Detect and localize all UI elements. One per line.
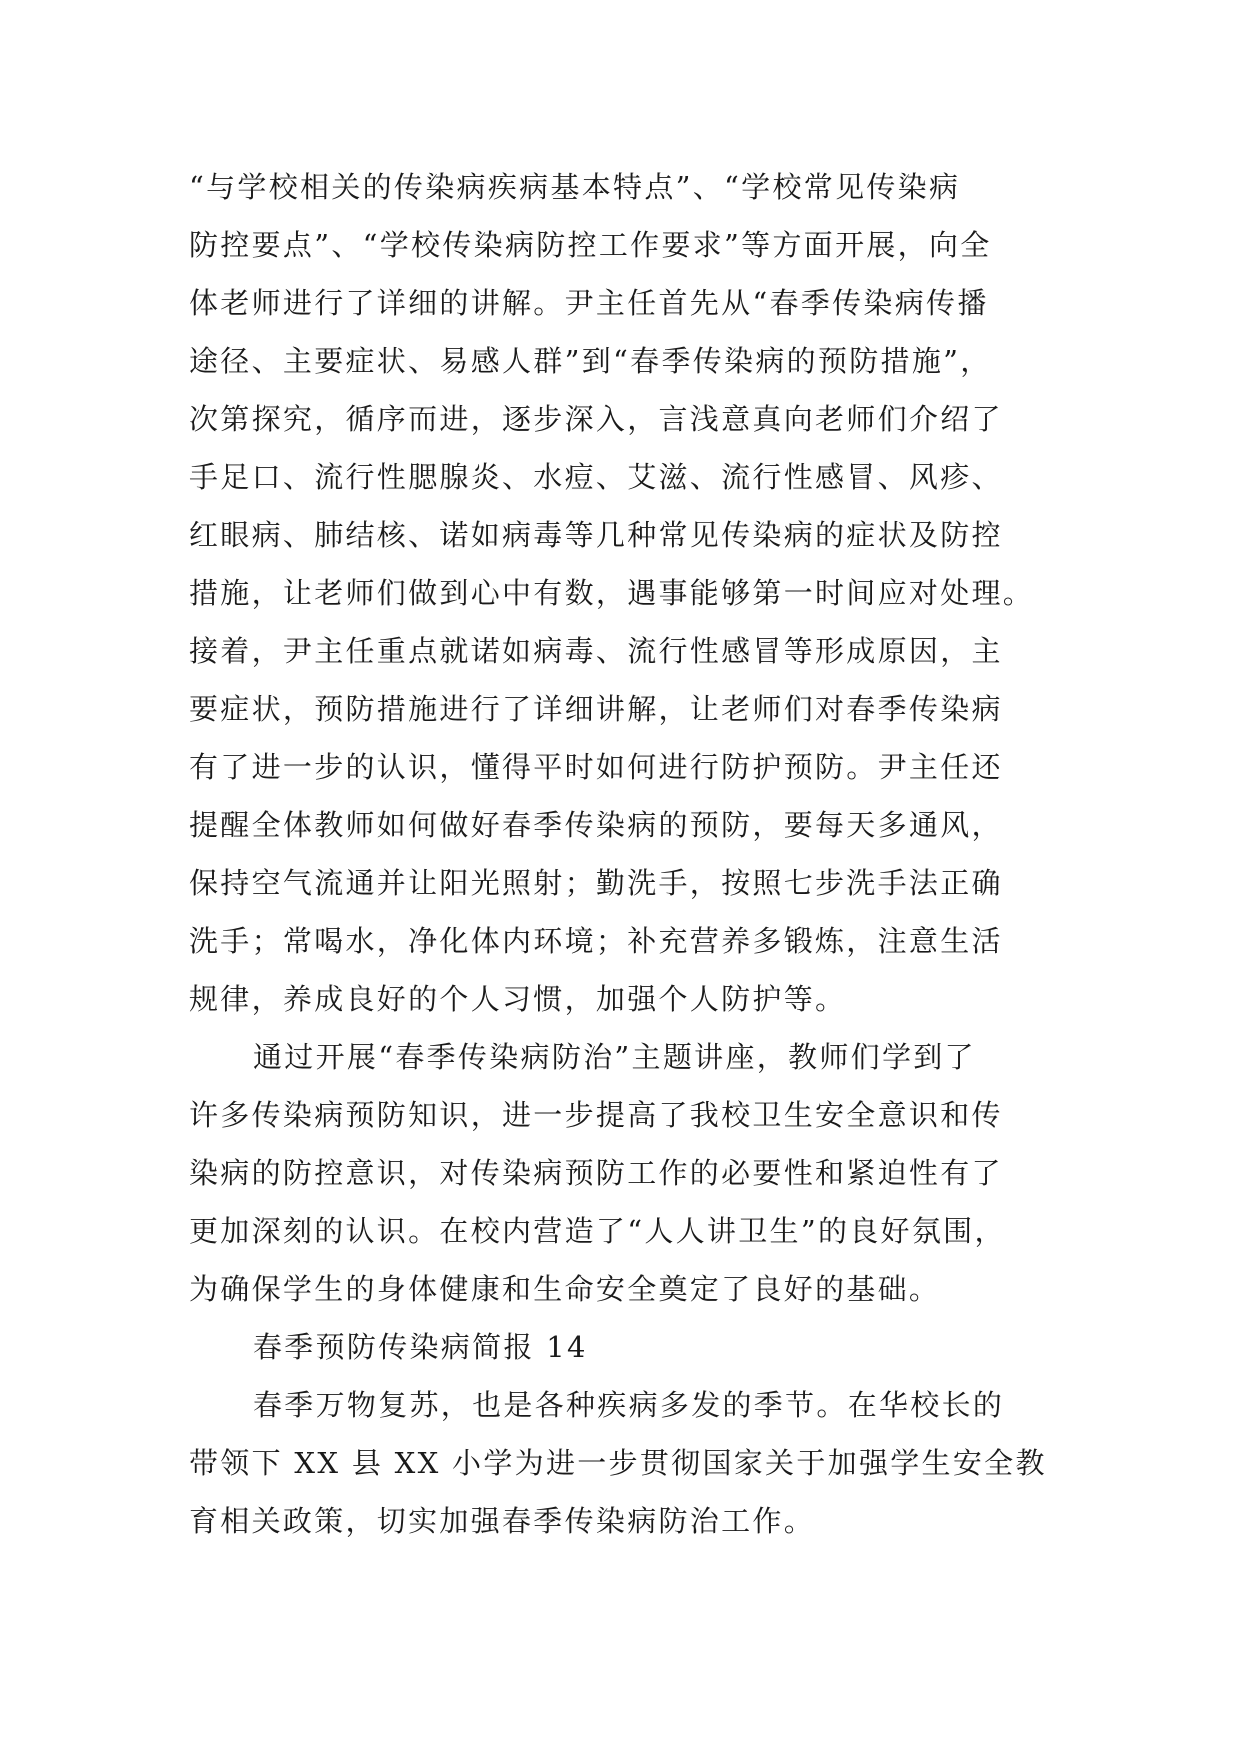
text-line: 体老师进行了详细的讲解。尹主任首先从“春季传染病传播 (189, 286, 989, 320)
text-line: 途径、主要症状、易感人群”到“春季传染病的预防措施”， (189, 344, 992, 378)
text-line: 接着，尹主任重点就诺如病毒、流行性感冒等形成原因，主 (189, 634, 1003, 668)
text-line: 提醒全体教师如何做好春季传染病的预防，要每天多通风， (189, 808, 1003, 842)
text-line: 带领下 XX 县 XX 小学为进一步贯彻国家关于加强学生安全教 (189, 1446, 1047, 1480)
document-body (189, 158, 1069, 1550)
text-line: “与学校相关的传染病疾病基本特点”、“学校常见传染病 (189, 170, 961, 204)
text-line: 育相关政策，切实加强春季传染病防治工作。 (189, 1504, 816, 1538)
paragraph (189, 158, 1069, 1028)
text-line: 更加深刻的认识。在校内营造了“人人讲卫生”的良好氛围， (189, 1214, 1006, 1248)
text-line: 红眼病、肺结核、诺如病毒等几种常见传染病的症状及防控 (189, 518, 1003, 552)
text-line: 防控要点”、“学校传染病防控工作要求”等方面开展，向全 (189, 228, 992, 262)
section-title (189, 1318, 1069, 1376)
text-line: 措施，让老师们做到心中有数，遇事能够第一时间应对处理。 (189, 576, 1035, 610)
text-line: 春季预防传染病简报 14 (253, 1330, 588, 1364)
paragraph (189, 1028, 1069, 1318)
text-line: 洗手；常喝水，净化体内环境；补充营养多锻炼，注意生活 (189, 924, 1003, 958)
text-line: 规律，养成良好的个人习惯，加强个人防护等。 (189, 982, 847, 1016)
paragraph (189, 1376, 1069, 1550)
text-line: 有了进一步的认识，懂得平时如何进行防护预防。尹主任还 (189, 750, 1003, 784)
text-line: 许多传染病预防知识，进一步提高了我校卫生安全意识和传 (189, 1098, 1003, 1132)
text-line: 为确保学生的身体健康和生命安全奠定了良好的基础。 (189, 1272, 941, 1306)
text-line: 次第探究，循序而进，逐步深入，言浅意真向老师们介绍了 (189, 402, 1003, 436)
text-line: 保持空气流通并让阳光照射；勤洗手，按照七步洗手法正确 (189, 866, 1003, 900)
text-line: 春季万物复苏，也是各种疾病多发的季节。在华校长的 (253, 1388, 1005, 1422)
text-line: 通过开展“春季传染病防治”主题讲座，教师们学到了 (253, 1040, 976, 1074)
text-line: 染病的防控意识，对传染病预防工作的必要性和紧迫性有了 (189, 1156, 1003, 1190)
text-line: 手足口、流行性腮腺炎、水痘、艾滋、流行性感冒、风疹、 (189, 460, 1003, 494)
text-line: 要症状，预防措施进行了详细讲解，让老师们对春季传染病 (189, 692, 1003, 726)
